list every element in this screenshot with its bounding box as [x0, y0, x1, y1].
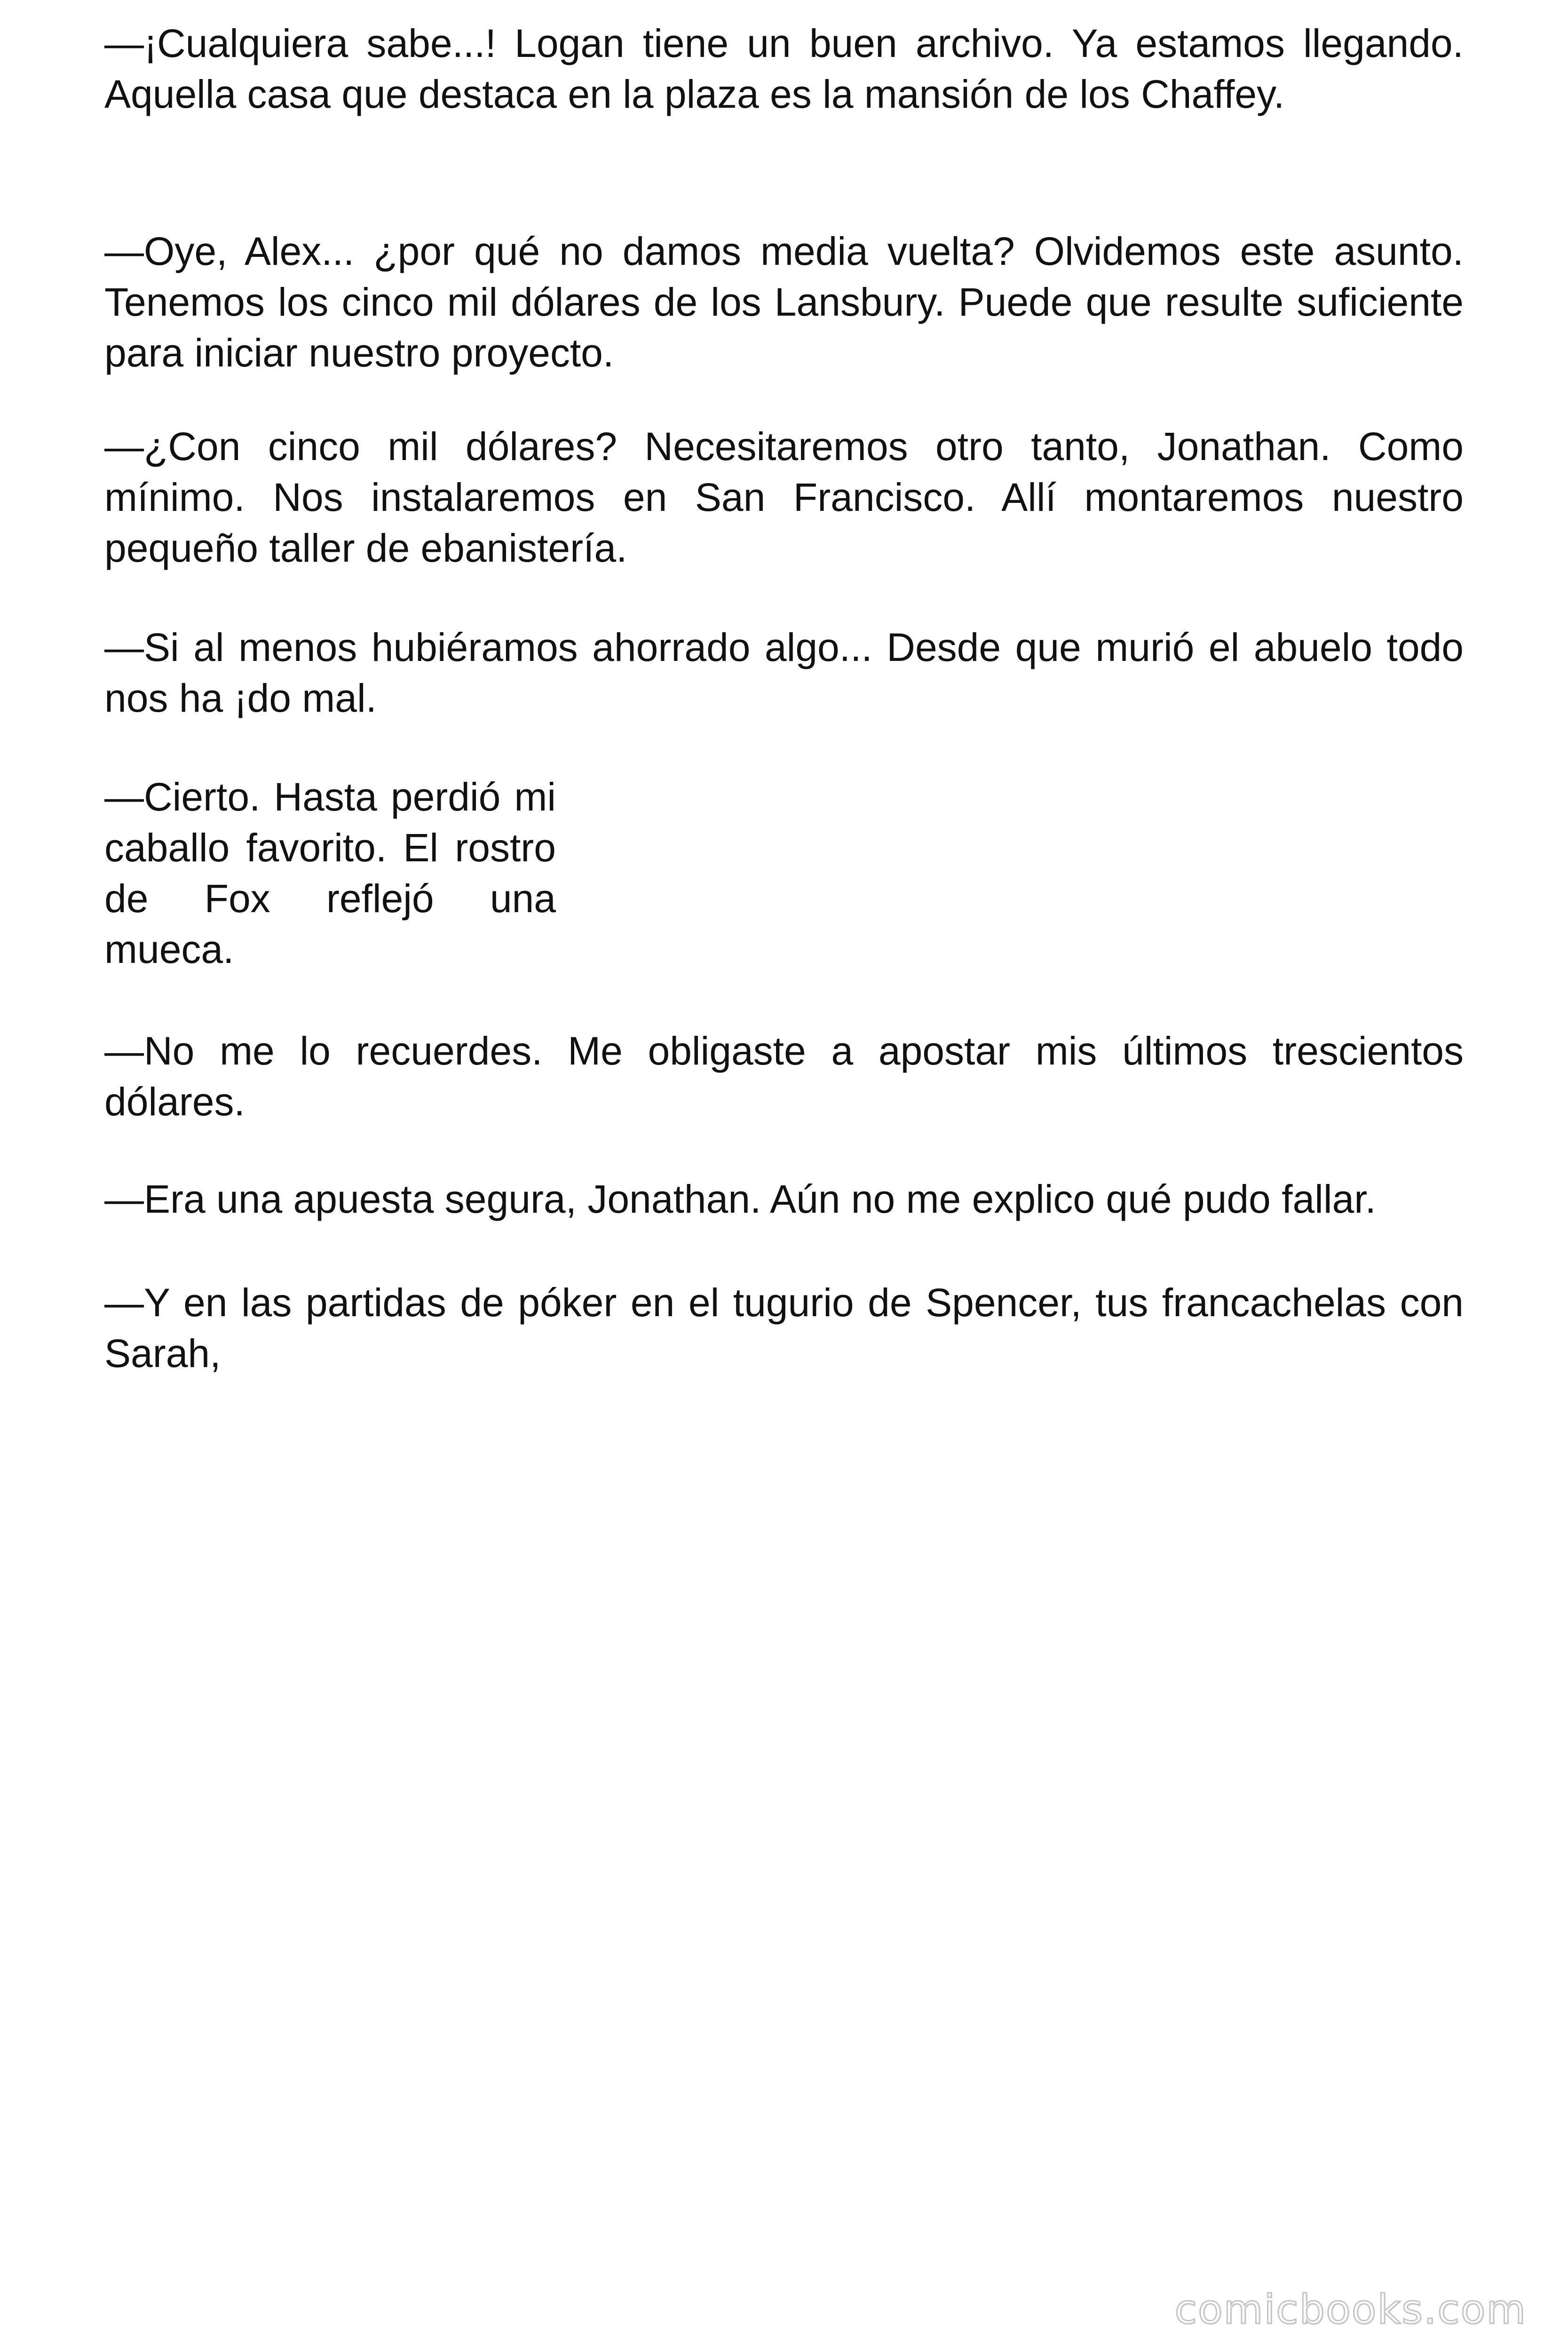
- watermark-text: comicbooks.com: [1174, 2286, 1527, 2333]
- paragraph-2: —Oye, Alex... ¿por qué no damos media vuelta? Olvidemos este asunto. Tenemos los cinco mil dólares de los Lansbury. Puede que resulte suficiente para iniciar nuestro proyecto.: [104, 229, 1464, 375]
- paragraph-7: —Era una apuesta segura, Jonathan. Aún no me explico qué pudo fallar.: [104, 1177, 1376, 1221]
- paragraph-4: —Si al menos hubiéramos ahorrado algo... Desde que murió el abuelo todo nos ha ¡do mal.: [104, 625, 1464, 720]
- paragraph-6: —No me lo recuerdes. Me obligaste a apostar mis últimos trescientos dólares.: [104, 1029, 1464, 1124]
- paragraph-3: —¿Con cinco mil dólares? Necesitaremos otro tanto, Jonathan. Como mínimo. Nos instalaremos en San Francisco. Allí montaremos nuestro pequeño taller de ebanistería.: [104, 424, 1464, 570]
- paragraph-1: —¡Cualquiera sabe...! Logan tiene un buen archivo. Ya estamos llegando. Aquella casa que destaca en la plaza es la mansión de los Chaffey.: [104, 21, 1464, 116]
- paragraph-5: —Cierto. Hasta perdió mi caballo favorito. El rostro de Fox reflejó una mueca.: [104, 775, 556, 971]
- paragraph-8: —Y en las partidas de póker en el tugurio de Spencer, tus francachelas con Sarah,: [104, 1280, 1464, 1375]
